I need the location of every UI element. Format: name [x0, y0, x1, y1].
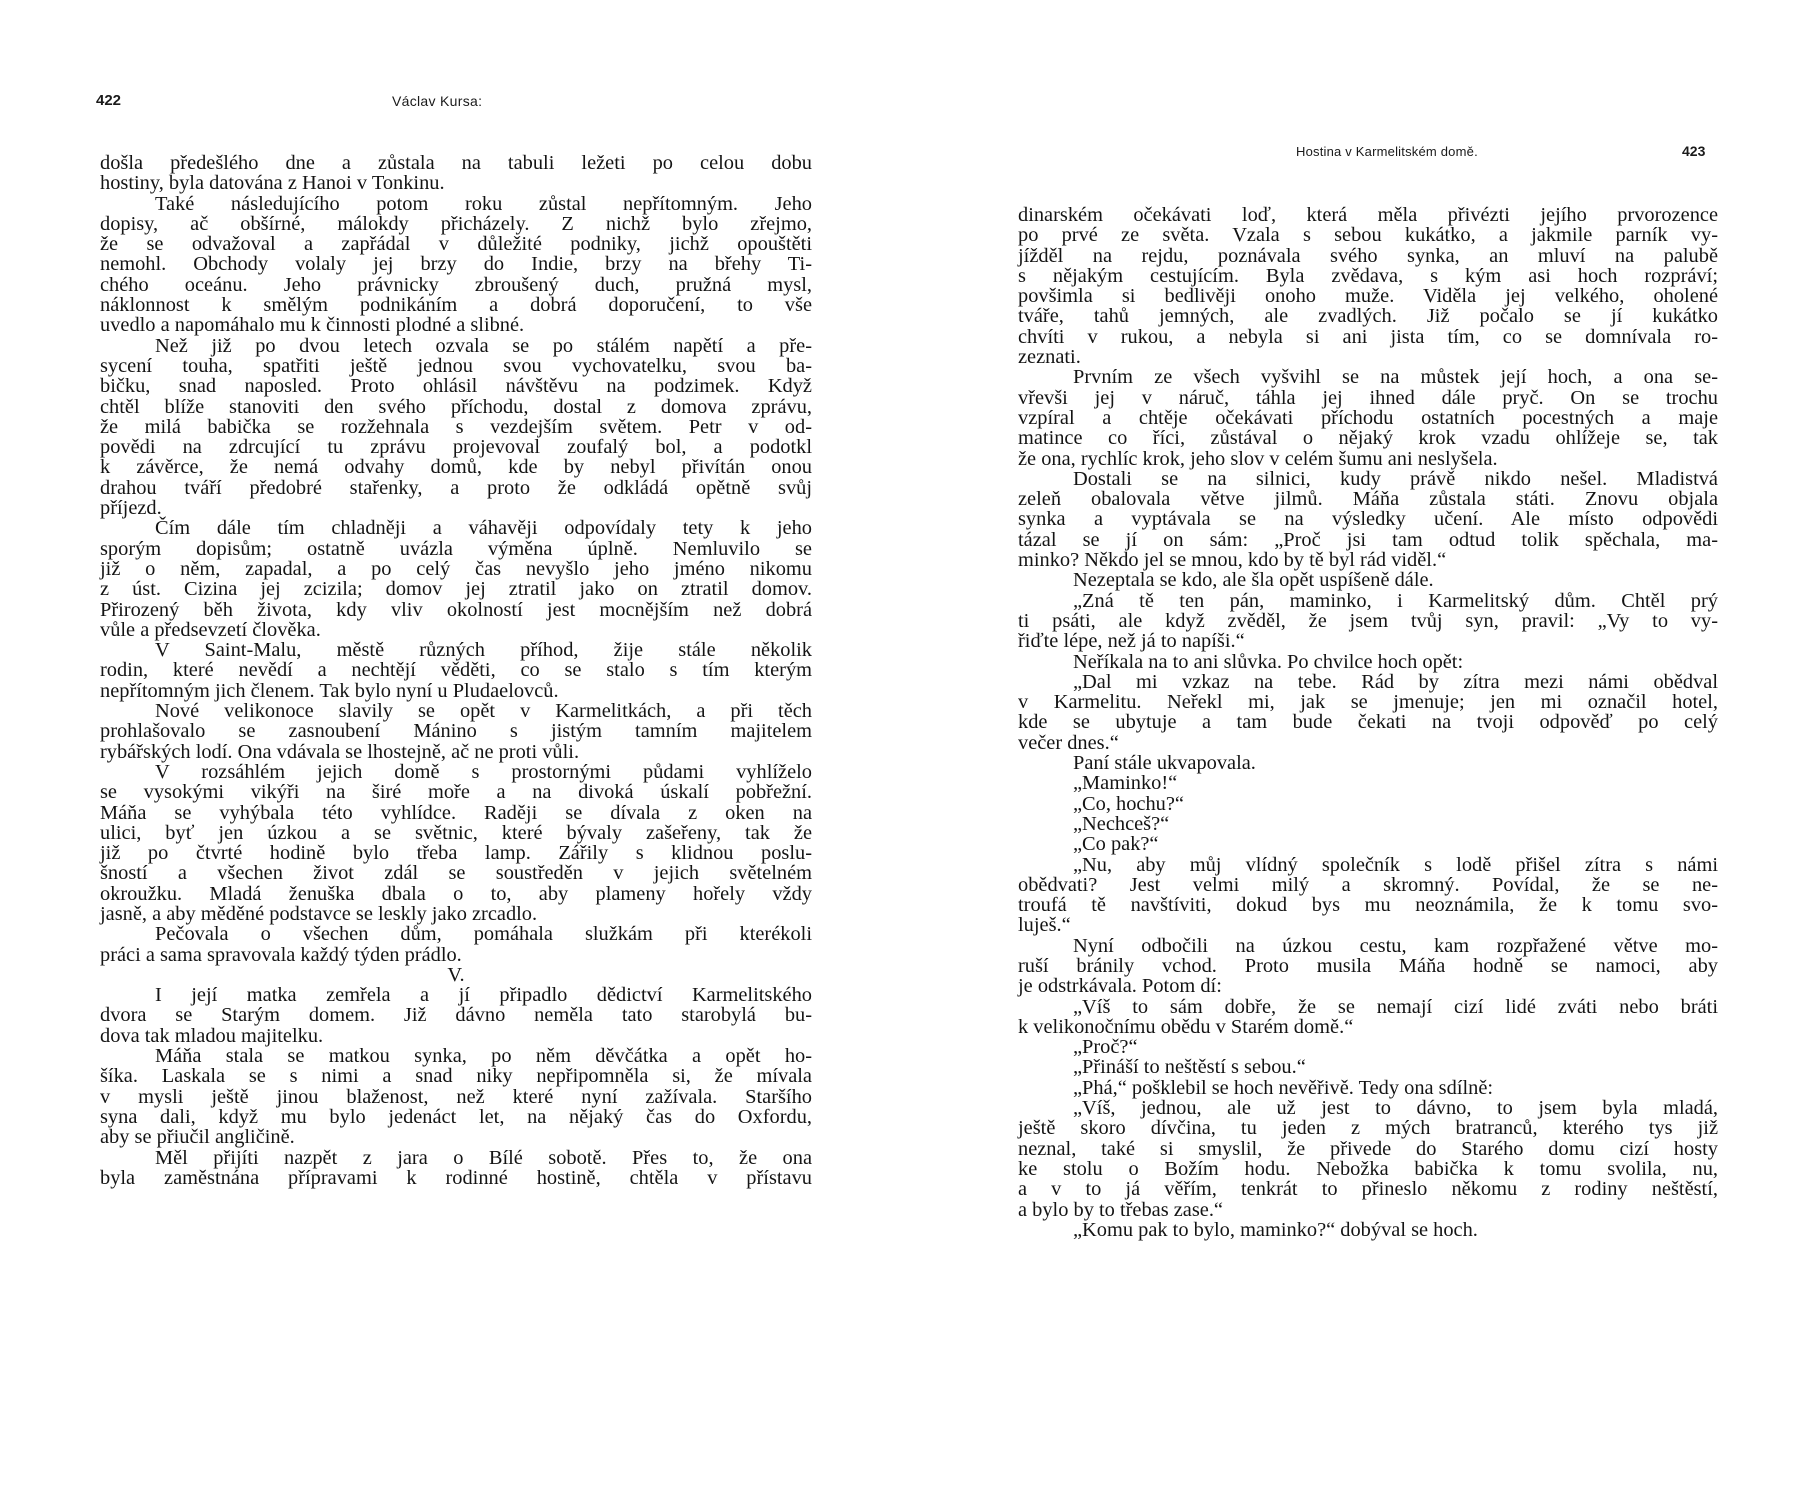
- right-page: [1018, 0, 1718, 1500]
- page-body-text: [100, 153, 812, 1188]
- text-line: k velikonočnímu obědu v Starém domě.“: [1018, 1015, 1354, 1038]
- text-line: již po čtvrté hodině bylo třeba lamp. Zářily s klidnou poslu-: [100, 842, 812, 865]
- text-line: rodin, které nevědí a nechtějí věděti, co se stalo s tím kterým: [100, 659, 812, 682]
- text-line: nemohl. Obchody volaly jej brzy do Indie, brzy na břehy Ti-: [100, 253, 812, 276]
- text-line: okroužku. Mladá ženuška dbala o to, aby plameny hořely vždy: [100, 882, 812, 905]
- text-line: Máňa stala se matkou synka, po něm děvčátka a opět ho-: [155, 1045, 812, 1068]
- text-line: Neříkala na to ani slůvka. Po chvilce hoch opět:: [1073, 650, 1464, 673]
- text-line: že se odvažoval a zapřádal v důležité podniky, jichž opouštěti: [100, 233, 812, 256]
- text-line: V Saint-Malu, městě různých příhod, žije stále několik: [155, 639, 812, 662]
- text-line: Přirozený běh života, kdy vliv okolností jest mocnějším než dobrá: [100, 598, 812, 621]
- text-line: aby se přiučil angličině.: [100, 1126, 295, 1149]
- text-line: Máňa se vyhýbala této vyhlídce. Raději se dívala z oken na: [100, 801, 812, 824]
- text-line: neznal, také si smyslil, že přivede do Starého domu cizí hosty: [1018, 1137, 1718, 1160]
- text-line: Nové velikonoce slavily se opět v Karmelitkách, a při těch: [155, 700, 812, 723]
- text-line: sycení touha, spatřiti ještě jednou svou vychovatelku, svou ba-: [100, 354, 812, 377]
- text-line: „Maminko!“: [1073, 772, 1178, 795]
- text-line: jasně, a aby měděné podstavce se leskly jako zrcadlo.: [100, 902, 538, 925]
- text-line: „Přináší to neštěstí s sebou.“: [1073, 1056, 1306, 1079]
- text-line: I její matka zemřela a jí připadlo dědictví Karmelitského: [155, 984, 812, 1007]
- text-line: „Komu pak to bylo, maminko?“ dobýval se hoch.: [1073, 1218, 1478, 1241]
- running-head: Václav Kursa:: [392, 93, 483, 109]
- text-line: „Proč?“: [1073, 1036, 1138, 1059]
- text-line: V rozsáhlém jejich domě s prostornými půdami vyhlíželo: [155, 760, 812, 783]
- left-page: [96, 0, 812, 1500]
- text-line: s nějakým cestujícím. Byla zvědava, s kým asi hoch rozpráví;: [1018, 264, 1718, 287]
- text-line: vřevši jej v náruč, táhla jej ihned dále pryč. On se trochu: [1018, 386, 1718, 409]
- text-line: Čím dále tím chladněji a váhavěji odpovídaly tety k jeho: [155, 517, 812, 540]
- text-line: Pečovala o všechen dům, pomáhala služkám při kterékoli: [155, 923, 812, 946]
- text-line: Nezeptala se kdo, ale šla opět uspíšeně dále.: [1073, 569, 1434, 592]
- text-line: troufá tě navštíviti, dokud bys mu neoznámila, že k tomu svo-: [1018, 894, 1718, 917]
- text-line: „Víš, jednou, ale už jest to dávno, to jsem byla mladá,: [1073, 1097, 1718, 1120]
- text-line: „Zná tě ten pán, maminko, i Karmelitský dům. Chtěl prý: [1073, 589, 1718, 612]
- text-line: dova tak mladou majitelku.: [100, 1024, 324, 1047]
- text-line: ještě skoro dívčina, tu jeden z mých bratranců, kterého tys již: [1018, 1117, 1718, 1140]
- text-line: je odstrkávala. Potom dí:: [1018, 975, 1222, 998]
- text-line: chého oceánu. Jeho právnicky zbroušený duch, pružná mysl,: [100, 273, 812, 296]
- text-line: „Nechceš?“: [1073, 812, 1170, 835]
- text-line: synka a vyptávala se na výsledky učení. Ale místo odpovědi: [1018, 508, 1718, 531]
- text-line: povšimla si bedlivěji onoho muže. Viděla jej velkého, oholené: [1018, 285, 1718, 308]
- text-line: že milá babička se rozžehnala s vezdejším světem. Petr v od-: [100, 415, 812, 438]
- text-line: šíka. Laskala se s nimi a snad niky nepřipomněla si, že mívala: [100, 1065, 812, 1088]
- text-line: ti psáti, ale když zvěděl, že jsem tvůj syn, pravil: „Vy to vy-: [1018, 609, 1718, 632]
- text-line: Prvním ze všech vyšvihl se na můstek její hoch, a ona se-: [1073, 366, 1718, 389]
- text-line: Nyní odbočili na úzkou cestu, kam rozpřažené větve mo-: [1073, 934, 1718, 957]
- text-line: byla zaměstnána přípravami k rodinné hostině, chtěla v přístavu: [100, 1166, 812, 1189]
- text-line: dvora se Starým domem. Již dávno neměla tato starobylá bu-: [100, 1004, 812, 1027]
- text-line: vůle a předsevzetí člověka.: [100, 618, 321, 641]
- text-line: náklonnost k smělým podnikáním a dobrá doporučení, to vše: [100, 294, 812, 317]
- text-line: a bylo by to třebas zase.“: [1018, 1198, 1223, 1221]
- text-line: Také následujícího potom roku zůstal nepřítomným. Jeho: [155, 192, 812, 215]
- text-line: zeleň obalovala větve jilmů. Máňa zůstala státi. Znovu objala: [1018, 488, 1718, 511]
- text-line: sporým dopisům; ostatně uvázla výměna úplně. Nemluvilo se: [100, 537, 812, 560]
- text-line: „Co, hochu?“: [1073, 792, 1184, 815]
- page-number: 422: [96, 92, 122, 109]
- text-line: ke stolu o Božím hodu. Nebožka babička k tomu svolila, nu,: [1018, 1157, 1718, 1180]
- text-line: syna dali, když mu bylo jedenáct let, na nějaký čas do Oxfordu,: [100, 1105, 812, 1128]
- text-line: „Dal mi vzkaz na tebe. Rád by zítra mezi námi obědval: [1073, 670, 1718, 693]
- text-line: obědvati? Jest velmi milý a skromný. Povídal, že se ne-: [1018, 873, 1718, 896]
- text-line: dopisy, ač obšírné, málokdy přicházely. Z nichž bylo zřejmo,: [100, 212, 812, 235]
- text-line: dinarském očekávati loď, která měla přivézti jejího prvorozence: [1018, 204, 1718, 226]
- running-head: Hostina v Karmelitském domě.: [1296, 144, 1478, 159]
- text-line: Než již po dvou letech ozvala se po stálém napětí a pře-: [155, 334, 812, 357]
- text-line: uvedlo a napomáhalo mu k činnosti plodné a slibné.: [100, 314, 525, 337]
- text-line: příjezd.: [100, 497, 162, 520]
- text-line: matince co říci, zůstával o nějaký krok vzadu ohlížeje se, tak: [1018, 427, 1718, 450]
- text-line: Paní stále ukvapovala.: [1073, 752, 1256, 775]
- text-line: chvíti v rukou, a nebyla si ani jista tím, co se domnívala ro-: [1018, 325, 1718, 348]
- text-line: „Co pak?“: [1073, 833, 1159, 856]
- text-line: bičku, snad naposled. Proto ohlásil návštěvu na podzimek. Když: [100, 375, 812, 398]
- text-line: ulici, byť jen úzkou a se světnic, které bývaly zašeřeny, tak že: [100, 821, 812, 844]
- text-line: jížděl na rejdu, poznávala svého synka, an mluví na palubě: [1018, 244, 1718, 267]
- text-line: povědi na zdrcující tu zprávu projevoval zoufalý bol, a podotkl: [100, 436, 812, 459]
- text-line: večer dnes.“: [1018, 731, 1119, 754]
- text-line: již o něm, zapadal, a po celý čas nevyšlo jeho jméno nikomu: [100, 557, 812, 580]
- text-line: v Karmelitu. Neřekl mi, jak se jmenuje; jen mi označil hotel,: [1018, 691, 1718, 714]
- text-line: zeznati.: [1018, 346, 1081, 369]
- text-line: V.: [447, 963, 465, 986]
- text-line: z úst. Cizina jej zcizila; domov jej ztratil jako on ztratil domov.: [100, 578, 812, 601]
- text-line: tváře, tahů jemných, ale zvadlých. Již počalo se jí kukátko: [1018, 305, 1718, 328]
- text-line: tázal se jí on sám: „Proč jsi tam odtud tolik spěchala, ma-: [1018, 528, 1718, 551]
- text-line: řiďte lépe, než já to napíši.“: [1018, 630, 1245, 653]
- text-line: rybářských lodí. Ona vdávala se lhostejně, ač ne proti vůli.: [100, 740, 580, 763]
- text-line: Měl přijíti nazpět z jara o Bílé sobotě. Přes to, že ona: [155, 1146, 812, 1169]
- text-line: v mysli ještě jinou blaženost, než které nyní zažívala. Staršího: [100, 1085, 812, 1108]
- text-line: že ona, rychlíc krok, jeho slov v celém šumu ani neslyšela.: [1018, 447, 1498, 470]
- text-line: kde se ubytuje a tam bude čekati na tvoji odpověď po celý: [1018, 711, 1718, 734]
- text-line: vzpíral a chtěje očekávati příchodu ostatních pocestných a maje: [1018, 406, 1718, 429]
- text-line: ruší bránily vchod. Proto musila Máňa hodně se namoci, aby: [1018, 954, 1718, 977]
- text-line: hostiny, byla datována z Hanoi v Tonkinu.: [100, 172, 445, 195]
- text-line: a v to já věřím, tenkrát to přineslo někomu z rodiny neštěstí,: [1018, 1178, 1718, 1201]
- text-line: „Phá,“ pošklebil se hoch nevěřivě. Tedy ona sdílně:: [1073, 1076, 1494, 1099]
- text-line: chtěl blíže stanoviti den svého příchodu, dostal z domova zprávu,: [100, 395, 812, 418]
- text-line: prohlašovalo se zasnoubení Mánino s jistým tamním majitelem: [100, 720, 812, 743]
- text-line: šností a všechen život zdál se soustředěn v jejich světelném: [100, 862, 812, 885]
- text-line: nepřítomným jich členem. Tak bylo nyní u Pludaelovců.: [100, 679, 559, 702]
- text-line: práci a sama spravovala každý týden prádlo.: [100, 943, 462, 966]
- text-line: „Nu, aby můj vlídný společník s lodě přišel zítra s námi: [1073, 853, 1718, 876]
- text-line: k závěrce, že nemá odvahy domů, kde by nebyl přivítán onou: [100, 456, 812, 479]
- text-line: došla předešlého dne a zůstala na tabuli ležeti po celou dobu: [100, 152, 812, 174]
- page-number: 423: [1682, 143, 1706, 159]
- text-line: luješ.“: [1018, 914, 1071, 937]
- text-line: minko? Někdo jel se mnou, kdo by tě byl rád viděl.“: [1018, 549, 1447, 572]
- text-line: po prvé ze světa. Vzala s sebou kukátko, a jakmile parník vy-: [1018, 224, 1718, 247]
- text-line: Dostali se na silnici, kudy právě nikdo nešel. Mladistvá: [1073, 467, 1718, 490]
- text-line: „Víš to sám dobře, že se nemají cizí lidé zváti nebo bráti: [1073, 995, 1718, 1018]
- text-line: se vysokými vikýři na širé moře a na divoká úskalí pobřežní.: [100, 781, 812, 804]
- page-body-text: [1018, 205, 1718, 1240]
- text-line: drahou tváří předobré stařenky, a proto že odkládá opětně svůj: [100, 476, 812, 499]
